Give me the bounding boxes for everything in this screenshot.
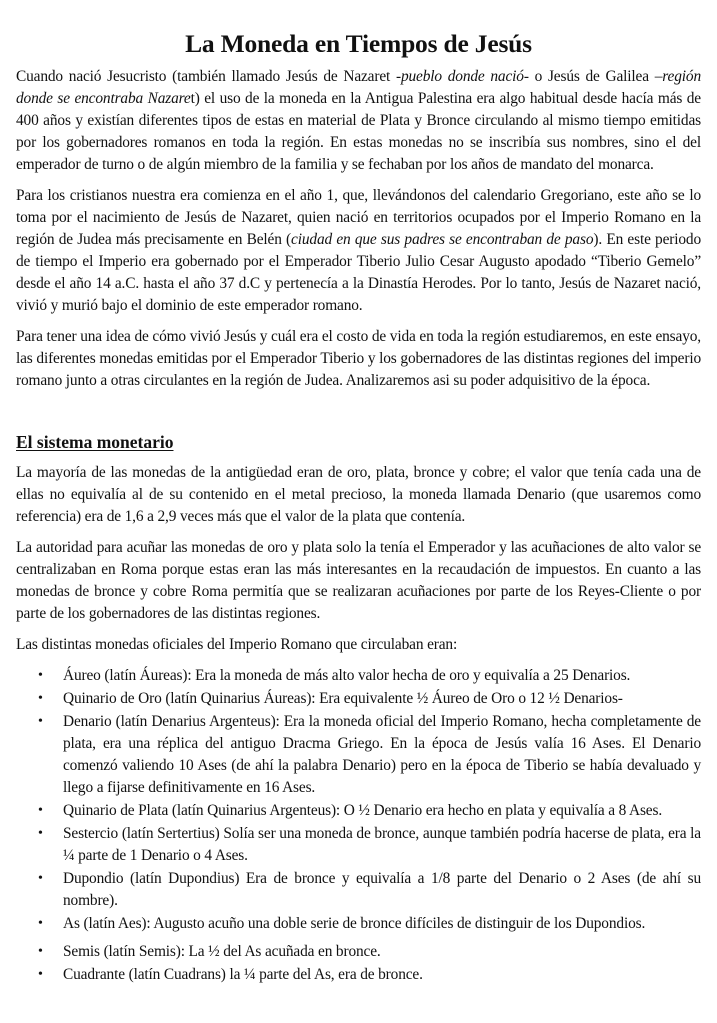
- text-run: t) el uso de la moneda en la Antigua Palestina era algo habitual desde hacía más de 400 años y existían diferentes tipos de estas en material de Plata y Bronce circulando al mismo tiempo emitidas por los gobernadores romanos en toda la región. En estas monedas no se inscribía sus nombres, sino el del emperador de turno o de algún miembro de la familia y se fechaban por los años de mandato del monarca.: [16, 90, 701, 173]
- bullet-icon: •: [38, 967, 43, 982]
- text-run: - o Jesús de Galilea –: [523, 68, 663, 85]
- bullet-icon: •: [38, 944, 43, 959]
- list-item-text: Quinario de Plata (latín Quinarius Argenteus): O ½ Denario era hecho en plata y equivalía a 8 Ases.: [63, 802, 663, 819]
- list-item-text: Cuadrante (latín Cuadrans) la ¼ parte del As, era de bronce.: [63, 966, 423, 983]
- list-item: [16, 941, 701, 963]
- bullet-icon: •: [38, 691, 43, 706]
- section-paragraph-2: La autoridad para acuñar las monedas de oro y plata solo la tenía el Emperador y las acuñaciones de alto valor se centralizaban en Roma porque estas eran las más interesantes en la recaudación de impuestos. En cuanto a las monedas de bronce y cobre Roma permitía que se realizaran acuñaciones por parte de los Reyes-Cliente o por parte de los gobernadores de las distintas regiones.: [16, 539, 701, 622]
- list-item-text: Semis (latín Semis): La ½ del As acuñada en bronce.: [63, 943, 381, 960]
- bullet-icon: •: [38, 826, 43, 841]
- bullet-icon: •: [38, 714, 43, 729]
- list-item: [16, 665, 701, 687]
- italic-run: ciudad en que sus padres se encontraban de paso: [291, 231, 594, 248]
- list-item: [16, 913, 701, 935]
- list-item: [16, 711, 701, 799]
- section-heading: El sistema monetario: [16, 432, 174, 452]
- list-item-text: Dupondio (latín Dupondius) Era de bronce y equivalía a 1/8 parte del Denario o 2 Ases (de ahí su nombre).: [63, 870, 701, 909]
- list-item-text: As (latín Aes): Augusto acuño una doble serie de bronce difíciles de distinguir de los Dupondios.: [63, 915, 646, 932]
- list-item: [16, 688, 701, 710]
- list-item-text: Sestercio (latín Sertertius) Solía ser una moneda de bronce, aunque también podría hacerse de plata, era la ¼ parte de 1 Denario o 4 Ases.: [63, 825, 701, 864]
- bullet-icon: •: [38, 871, 43, 886]
- list-item-text: Quinario de Oro (latín Quinarius Áureas): Era equivalente ½ Áureo de Oro o 12 ½ Denarios-: [63, 690, 623, 707]
- intro-paragraph-2: [16, 185, 701, 317]
- bullet-icon: •: [38, 916, 43, 931]
- list-item-text: Denario (latín Denarius Argenteus): Era la moneda oficial del Imperio Romano, hecha completamente de plata, era una réplica del antiguo Dracma Griego. En la época de Jesús valía 16 Ases. El Denario comenzó valiendo 10 Ases (de ahí la palabra Denario) pero en la época de Tiberio se había devaluado y llego a fijarse definitivamente en 16 Ases.: [63, 713, 701, 796]
- intro-paragraph-1: [16, 66, 701, 176]
- italic-run: región donde se encontraba Nazare: [16, 68, 701, 107]
- text-run: Para los cristianos nuestra era comienza en el año 1, que, llevándonos del calendario Gregoriano, este año se lo toma por el nacimiento de Jesús de Nazaret, quien nació en territorios ocupados por el Imperio Romano en la región de Judea más precisamente en Belén (: [16, 187, 701, 248]
- intro-paragraph-3: Para tener una idea de cómo vivió Jesús y cuál era el costo de vida en toda la región estudiaremos, en este ensayo, las diferentes monedas emitidas por el Emperador Tiberio y los gobernadores de las distintas regiones del imperio romano junto a otras circulantes en la región de Judea. Analizaremos asi su poder adquisitivo de la época.: [16, 328, 701, 389]
- list-item-text: Áureo (latín Áureas): Era la moneda de más alto valor hecha de oro y equivalía a 25 Denarios.: [63, 667, 631, 684]
- document-title: La Moneda en Tiempos de Jesús: [185, 29, 532, 58]
- italic-run: pueblo donde nació: [400, 68, 524, 85]
- list-item: [16, 800, 701, 822]
- text-run: ). En este periodo de tiempo el Imperio era gobernado por el Emperador Tiberio Julio Cesar Augusto apodado “Tiberio Gemelo” desde el año 14 a.C. hasta el año 37 d.C y pertenecía a la Dinastía Herodes. Por lo tanto, Jesús de Nazaret nació, vivió y murió bajo el dominio de este emperador romano.: [16, 231, 702, 314]
- list-item: [16, 823, 701, 867]
- section-paragraph-1: La mayoría de las monedas de la antigüedad eran de oro, plata, bronce y cobre; el valor que tenía cada una de ellas no equivalía al de su contenido en el metal precioso, la moneda llamada Denario (que usaremos como referencia) era de 1,6 a 2,9 veces más que el valor de la plata que contenía.: [16, 464, 701, 525]
- coin-list: [16, 665, 701, 986]
- list-item: [16, 964, 701, 986]
- bullet-icon: •: [38, 668, 43, 683]
- list-item: [16, 868, 701, 912]
- bullet-icon: •: [38, 803, 43, 818]
- section-paragraph-3: Las distintas monedas oficiales del Imperio Romano que circulaban eran:: [16, 636, 458, 653]
- text-run: Cuando nació Jesucristo (también llamado Jesús de Nazaret -: [16, 68, 401, 85]
